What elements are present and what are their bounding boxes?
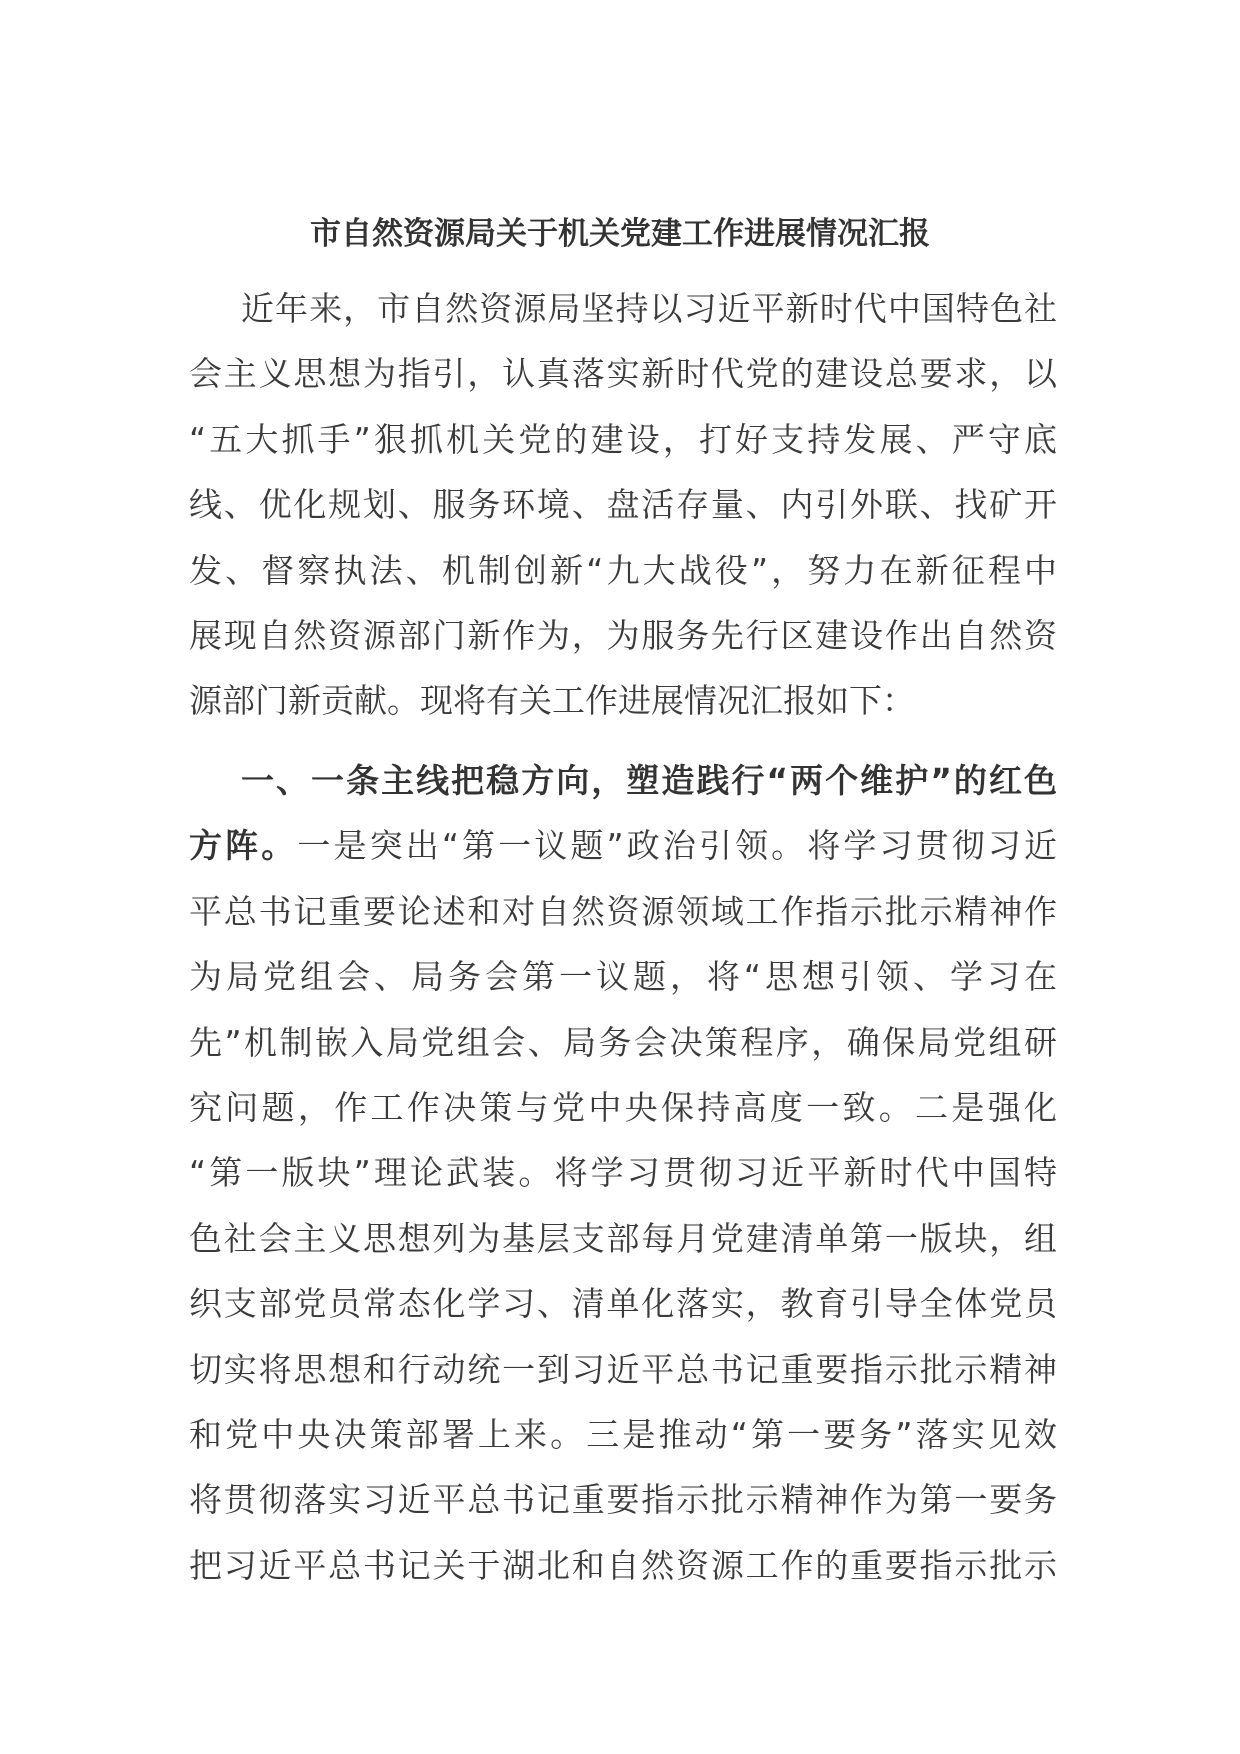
paragraph-line: “第一版块”理论武装。将学习贯彻习近平新时代中国特 [189,1153,1057,1193]
section-heading-text: 一、一条主线把稳方向，塑造践行“两个维护”的红色 [241,761,1057,800]
paragraph-line: 展现自然资源部门新作为，为服务先行区建设作出自然资 [189,615,1057,655]
section-heading-line [189,748,1057,813]
paragraph-line: 会主义思想为指引，认真落实新时代党的建设总要求，以 [189,354,1057,394]
paragraph-line: 色社会主义思想列为基层支部每月党建清单第一版块，组 [189,1218,1057,1258]
intro-paragraph [189,276,1057,734]
paragraph-line: 织支部党员常态化学习、清单化落实，教育引导全体党员 [189,1284,1057,1324]
section-1-paragraph [189,748,1057,1598]
paragraph-line: 先”机制嵌入局党组会、局务会决策程序，确保局党组研 [189,1022,1057,1062]
paragraph-line: 和党中央决策部署上来。三是推动“第一要务”落实见效 [189,1414,1057,1454]
paragraph-line: 近年来，市自然资源局坚持以习近平新时代中国特色社 [241,289,1057,328]
paragraph-line: 将贯彻落实习近平总书记重要指示批示精神作为第一要务 [189,1480,1057,1520]
paragraph-line: “五大抓手”狠抓机关党的建设，打好支持发展、严守底 [189,419,1057,459]
paragraph-text: 一是突出“第一议题”政治引领。将学习贯彻习近 [297,826,1057,866]
paragraph-line: 发、督察执法、机制创新“九大战役”，努力在新征程中 [189,550,1057,590]
document-title: 市自然资源局关于机关党建工作进展情况汇报 [310,216,930,252]
paragraph-line: 源部门新贡献。现将有关工作进展情况汇报如下： [189,681,915,721]
paragraph-line: 把习近平总书记关于湖北和自然资源工作的重要指示批示 [189,1545,1057,1585]
paragraph-line: 线、优化规划、服务环境、盘活存量、内引外联、找矿开 [189,485,1057,525]
paragraph-line: 切实将思想和行动统一到习近平总书记重要指示批示精神 [189,1349,1057,1389]
section-heading-end: 方阵。 [189,826,298,866]
paragraph-line [189,813,1057,878]
paragraph-line: 究问题，作工作决策与党中央保持高度一致。二是强化 [189,1087,1057,1127]
paragraph-line: 平总书记重要论述和对自然资源领域工作指示批示精神作 [189,891,1057,931]
paragraph-line: 为局党组会、局务会第一议题，将“思想引领、学习在 [189,957,1057,997]
